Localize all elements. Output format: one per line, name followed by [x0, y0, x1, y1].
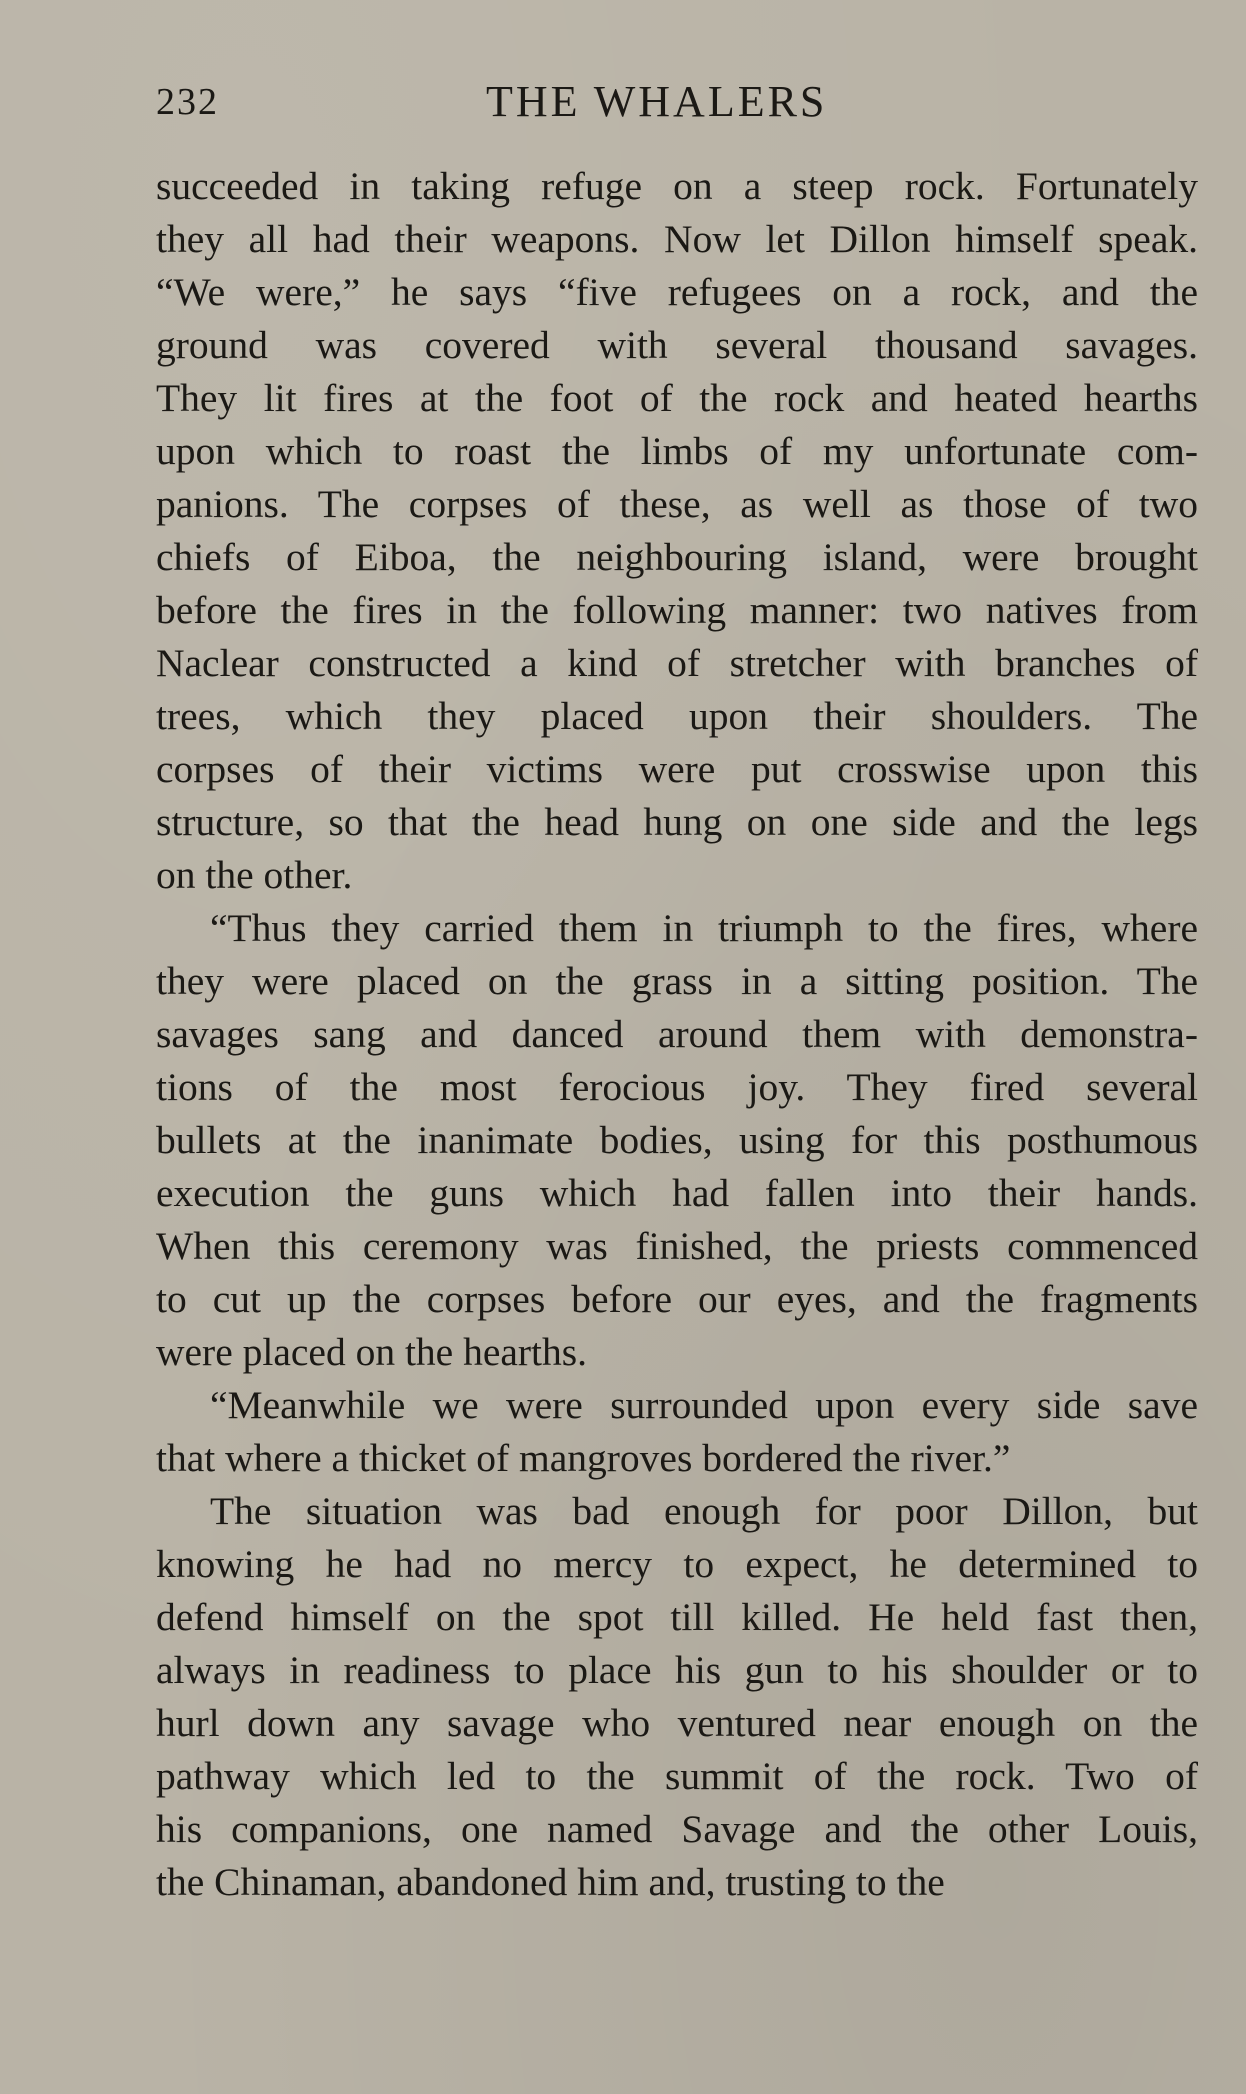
text-line: trees, which they placed upon their shoulders. The [156, 694, 1198, 738]
text-line: always in readiness to place his gun to his shoulder or to [156, 1648, 1198, 1692]
text-line: corpses of their victims were put crosswise upon this [156, 747, 1198, 791]
text-line: they all had their weapons. Now let Dillon himself speak. [156, 217, 1198, 261]
text-line: savages sang and danced around them with demonstra- [156, 1012, 1198, 1056]
text-line: that where a thicket of mangroves bordered the river.” [156, 1436, 1011, 1480]
running-title: THE WHALERS [486, 77, 828, 126]
text-line: “Meanwhile we were surrounded upon every side save [210, 1383, 1198, 1427]
text-line: bullets at the inanimate bodies, using for this posthumous [156, 1118, 1198, 1162]
text-line: on the other. [156, 853, 353, 897]
text-line: before the fires in the following manner: two natives from [156, 588, 1198, 632]
text-line: upon which to roast the limbs of my unfortunate com- [156, 429, 1198, 473]
text-line: chiefs of Eiboa, the neighbouring island, were brought [156, 535, 1198, 579]
running-head [156, 72, 1196, 132]
body-text [156, 160, 1198, 1909]
text-line: panions. The corpses of these, as well as those of two [156, 482, 1198, 526]
text-line: hurl down any savage who ventured near enough on the [156, 1701, 1198, 1745]
text-line: succeeded in taking refuge on a steep rock. Fortunately [156, 164, 1198, 208]
text-line: “Thus they carried them in triumph to the fires, where [210, 906, 1198, 950]
paragraph [156, 1485, 1198, 1909]
text-line: to cut up the corpses before our eyes, and the fragments [156, 1277, 1198, 1321]
text-line: the Chinaman, abandoned him and, trusting to the [156, 1860, 945, 1904]
text-line: knowing he had no mercy to expect, he determined to [156, 1542, 1198, 1586]
paragraph [156, 902, 1198, 1379]
text-line: pathway which led to the summit of the rock. Two of [156, 1754, 1198, 1798]
text-line: were placed on the hearths. [156, 1330, 588, 1374]
text-line: defend himself on the spot till killed. He held fast then, [156, 1595, 1198, 1639]
paragraph [156, 160, 1198, 902]
text-line: execution the guns which had fallen into their hands. [156, 1171, 1198, 1215]
text-line: structure, so that the head hung on one side and the legs [156, 800, 1198, 844]
paragraph [156, 1379, 1198, 1485]
text-line: tions of the most ferocious joy. They fired several [156, 1065, 1198, 1109]
page-number: 232 [156, 81, 219, 123]
text-line: The situation was bad enough for poor Dillon, but [210, 1489, 1198, 1533]
text-line: “We were,” he says “five refugees on a rock, and the [156, 270, 1198, 314]
text-line: ground was covered with several thousand savages. [156, 323, 1198, 367]
text-line: Naclear constructed a kind of stretcher with branches of [156, 641, 1198, 685]
text-line: They lit fires at the foot of the rock and heated hearths [156, 376, 1198, 420]
text-line: they were placed on the grass in a sitting position. The [156, 959, 1198, 1003]
text-line: When this ceremony was finished, the priests commenced [156, 1224, 1198, 1268]
text-line: his companions, one named Savage and the other Louis, [156, 1807, 1198, 1851]
